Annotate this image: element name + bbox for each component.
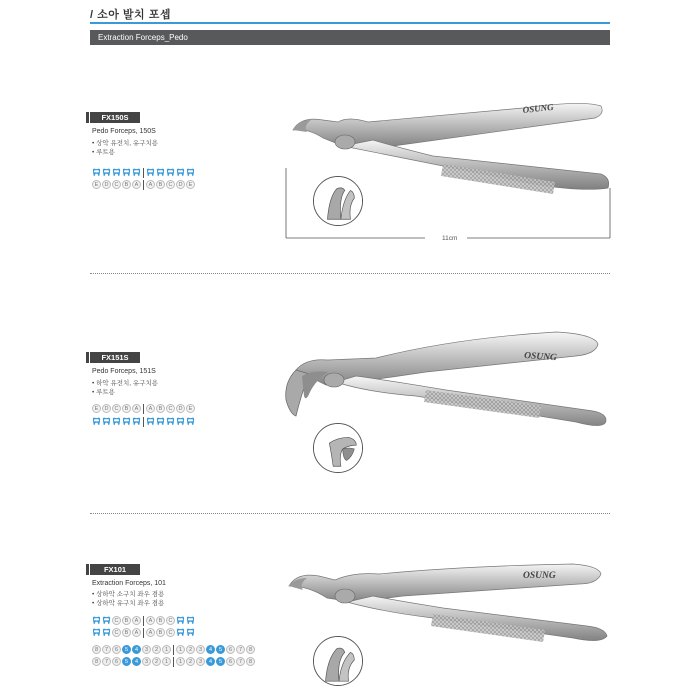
forceps-tip-detail [313,176,363,226]
tooth-number: 3 [142,657,151,666]
section-divider [90,513,610,514]
tooth-icon [176,417,185,426]
tooth-label: A [132,628,141,637]
tooth-icon [156,168,165,177]
product-note: • 상악 유전치, 유구치용 [92,140,159,147]
tooth-icon [112,417,121,426]
tooth-number: 7 [102,657,111,666]
tooth-icon [102,417,111,426]
tooth-icon [102,168,111,177]
tooth-number: 8 [246,645,255,654]
tooth-label: B [122,616,131,625]
tooth-label: C [112,404,121,413]
midline-divider [143,168,144,178]
midline-divider [173,645,174,655]
product-code: FX151S [90,352,140,363]
tooth-label: C [166,616,175,625]
tooth-number: 2 [186,645,195,654]
tooth-icon [146,168,155,177]
tooth-number: 3 [142,645,151,654]
tooth-label: E [92,180,101,189]
tooth-icon [166,417,175,426]
tooth-label: A [146,180,155,189]
forceps-tip-detail [313,423,363,473]
tooth-icon [92,168,101,177]
tooth-icon [176,616,185,625]
tooth-number-highlighted: 5 [122,645,131,654]
tooth-number-highlighted: 5 [122,657,131,666]
tooth-label: B [122,180,131,189]
tooth-number: 8 [92,657,101,666]
tooth-icon [92,628,101,637]
tooth-label: C [166,404,175,413]
product-code: FX101 [90,564,140,575]
tooth-label: B [122,404,131,413]
tooth-number: 6 [226,645,235,654]
section-bar: Extraction Forceps_Pedo [90,30,610,45]
tooth-icon [102,628,111,637]
tooth-icon [176,168,185,177]
product-note: • 상하악 소구치 좌우 겸용 [92,591,165,598]
tooth-label-row-upper [92,616,196,625]
tooth-icon [146,417,155,426]
tooth-label: D [102,404,111,413]
tooth-icon [132,168,141,177]
section-divider [90,273,610,274]
tooth-number-row-upper [92,645,256,654]
tooth-icon [176,628,185,637]
forceps-tip-detail [313,636,363,686]
product-name: Pedo Forceps, 150S [92,128,156,135]
tooth-number-highlighted: 4 [206,645,215,654]
tooth-number-highlighted: 4 [206,657,215,666]
tooth-label: A [146,628,155,637]
forceps-image-fx151s [276,330,610,430]
tooth-icon [186,168,195,177]
tooth-label-row [92,180,196,189]
tooth-icon [112,168,121,177]
tooth-label: C [112,628,121,637]
page-title: / 소아 발치 포셉 [90,9,171,21]
tooth-number: 2 [152,645,161,654]
tooth-icon [186,628,195,637]
midline-divider [143,417,144,427]
tooth-label: E [92,404,101,413]
tooth-icon [186,616,195,625]
tooth-label: C [112,180,121,189]
tooth-label: D [102,180,111,189]
tooth-icon [186,417,195,426]
tooth-icon [92,616,101,625]
dimension-label: 11cm [442,235,458,242]
tooth-number: 1 [176,645,185,654]
tooth-number-row-lower [92,657,256,666]
tooth-icon [102,616,111,625]
tooth-label: D [176,180,185,189]
tooth-number: 7 [102,645,111,654]
tooth-number: 2 [152,657,161,666]
tooth-icon [122,168,131,177]
tooth-label: C [112,616,121,625]
tooth-label-row [92,404,196,413]
midline-divider [143,628,144,638]
tooth-number: 3 [196,645,205,654]
tooth-number: 8 [246,657,255,666]
tooth-number: 1 [176,657,185,666]
tooth-number: 7 [236,645,245,654]
tooth-label: E [186,404,195,413]
product-name: Extraction Forceps, 101 [92,580,166,587]
tooth-label: B [156,616,165,625]
tooth-number: 3 [196,657,205,666]
tooth-row-upper [92,168,196,177]
tooth-number: 6 [112,645,121,654]
tooth-icon [122,417,131,426]
tooth-number-highlighted: 5 [216,657,225,666]
product-note: • 상하악 유구치 좌우 겸용 [92,600,165,607]
tooth-icon [92,417,101,426]
tooth-label: B [122,628,131,637]
product-note: • 하악 유전치, 유구치용 [92,380,159,387]
tooth-number: 2 [186,657,195,666]
tooth-number-highlighted: 5 [216,645,225,654]
brand-engraving: OSUNG [523,571,556,581]
tooth-label: B [156,180,165,189]
product-note: • 루트용 [92,389,115,396]
tooth-number: 1 [162,645,171,654]
tooth-label: A [132,180,141,189]
tooth-number: 6 [226,657,235,666]
product-note: • 루트용 [92,149,115,156]
product-code: FX150S [90,112,140,123]
title-rule [90,22,610,24]
midline-divider [143,616,144,626]
midline-divider [143,180,144,190]
tooth-label: A [132,616,141,625]
tooth-row-lower [92,417,196,426]
tooth-label: C [166,628,175,637]
tooth-number: 8 [92,645,101,654]
tooth-label: B [156,404,165,413]
midline-divider [173,657,174,667]
tooth-label-row-lower [92,628,196,637]
tooth-label: C [166,180,175,189]
tooth-label: A [146,404,155,413]
product-name: Pedo Forceps, 151S [92,368,156,375]
tooth-label: E [186,180,195,189]
tooth-icon [132,417,141,426]
tooth-label: B [156,628,165,637]
tooth-label: D [176,404,185,413]
brand-engraving: OSUNG [523,351,558,364]
tooth-number-highlighted: 4 [132,645,141,654]
tooth-number: 1 [162,657,171,666]
brand-engraving: OSUNG [522,101,555,115]
tooth-number: 7 [236,657,245,666]
tooth-icon [156,417,165,426]
tooth-number: 6 [112,657,121,666]
tooth-number-highlighted: 4 [132,657,141,666]
tooth-label: A [132,404,141,413]
tooth-label: A [146,616,155,625]
midline-divider [143,404,144,414]
tooth-icon [166,168,175,177]
